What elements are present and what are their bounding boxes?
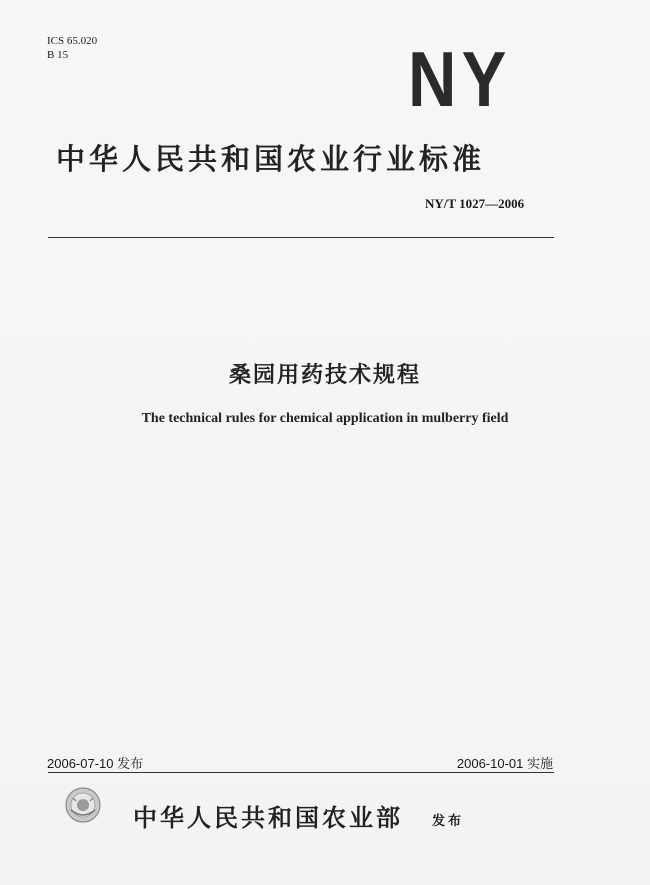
- publish-label: 发布: [432, 814, 465, 829]
- document-title-cn: 桑园用药技术规程: [228, 363, 421, 388]
- top-divider: [48, 237, 554, 238]
- document-title-en: The technical rules for chemical application in mulberry field: [141, 411, 509, 426]
- standard-code: NY/T 1027—2006: [425, 196, 525, 211]
- class-code: B 15: [47, 49, 69, 61]
- ministry-emblem-icon: [64, 786, 102, 824]
- classification-block: [47, 34, 97, 62]
- publisher-name: 中华人民共和国农业部: [133, 804, 403, 832]
- ics-code: ICS 65.020: [47, 35, 98, 47]
- bottom-divider: [48, 772, 554, 773]
- organization-title: 中华人民共和国农业行业标准: [56, 142, 486, 176]
- implementation-date: 2006-10-01 实施: [456, 756, 553, 771]
- issue-date: 2006-07-10 发布: [47, 756, 144, 771]
- ny-logo: NY: [408, 35, 512, 123]
